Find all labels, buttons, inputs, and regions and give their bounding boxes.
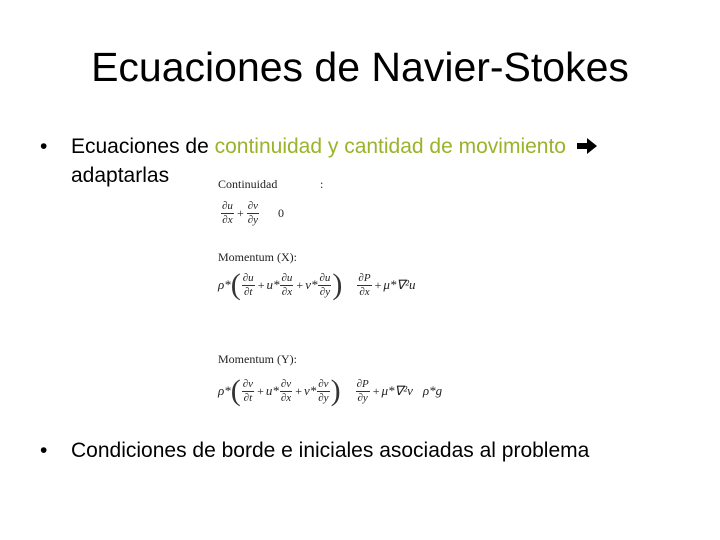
continuity-colon: : [320,177,324,191]
momentum-y-equation: ρ*( $\frac{\partial v}{\partial t}$ + u* $\frac{\partial v}{\partial x}$ + v* $\frac{\partial v}{\partial y}$ ) $\frac{\partial P}{\partial y}$ + μ*∇²v ρ*g [218,374,443,407]
momentum-y-label: Momentum (Y): [218,352,297,366]
continuity-equation: $\frac{\partial u}{\partial x}$ + $\frac{\partial v}{\partial y}$ 0 [222,200,285,226]
bullet-text-highlight: continuidad y cantidad de movimiento [214,135,566,158]
momentum-x-label: Momentum (X): [218,250,297,264]
bullet-text-end: adaptarlas [71,164,170,187]
equations-image [212,172,522,422]
bullet-dot: • [40,439,48,462]
bullet-text-start: Ecuaciones de [71,135,215,158]
slide-title: Ecuaciones de Navier-Stokes [91,44,629,90]
bullet-text: Condiciones de borde e iniciales asociadas al problema [71,439,590,462]
bullet-dot: • [40,135,48,158]
right-arrow-icon [576,135,598,162]
continuity-label: Continuidad [218,177,278,191]
momentum-x-equation: ρ*( $\frac{\partial u}{\partial t}$ + u* $\frac{\partial u}{\partial x}$ + v* $\frac{\partial u}{\partial y}$ ) $\frac{\partial P}{\partial x}$ + μ*∇²u [218,268,416,301]
